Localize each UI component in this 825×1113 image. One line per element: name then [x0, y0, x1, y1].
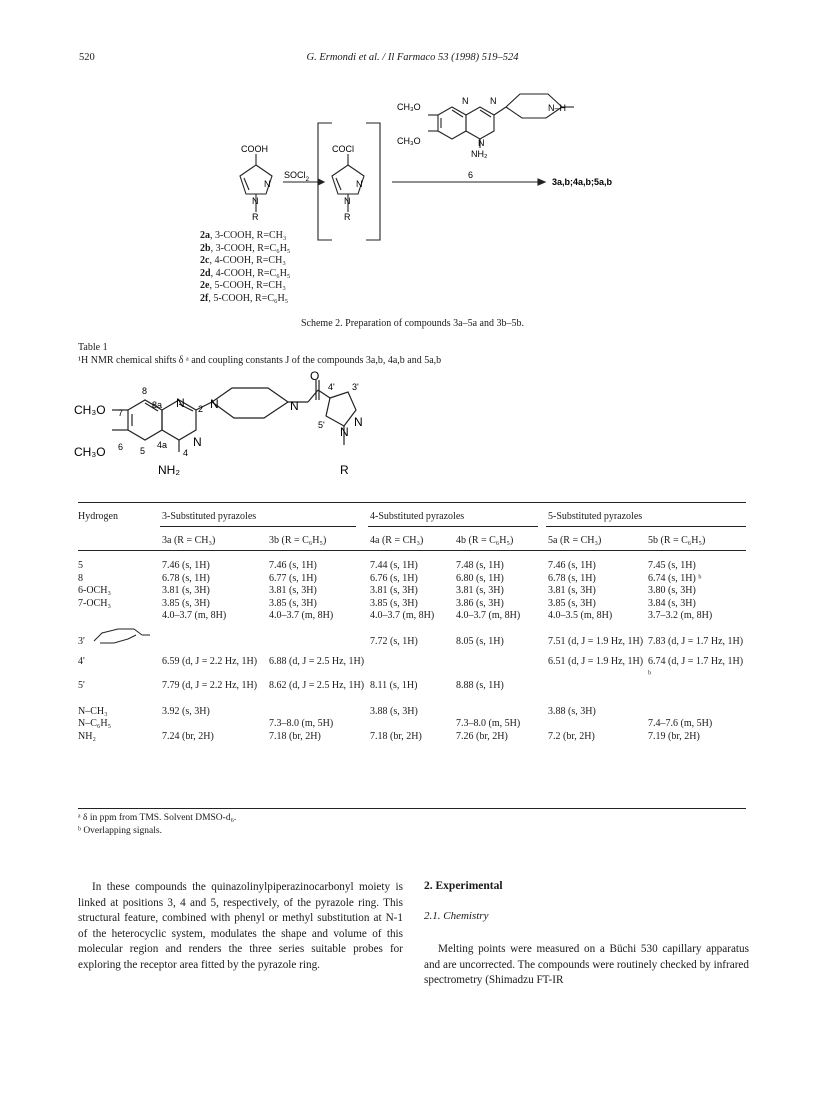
table-cell: 3.86 (s, 3H): [456, 597, 504, 609]
compound-list: [200, 230, 290, 306]
table-cell: 6.78 (s, 1H): [548, 572, 596, 584]
table-cell: 6.80 (s, 1H): [456, 572, 504, 584]
table-cell: 7.18 (br, 2H): [370, 731, 422, 742]
svg-text:N: N: [176, 396, 185, 410]
table-cell: 7.51 (d, J = 1.9 Hz, 1H): [548, 636, 644, 647]
table-cell: 7.24 (br, 2H): [162, 731, 214, 742]
body-paragraph-right: Melting points were measured on a Büchi 530 capillary apparatus and are uncorrected. The compounds were routinely checked by infrared spectrometry (Shimadzu FT-IR: [424, 943, 749, 987]
group-rule-5: [546, 526, 746, 527]
col-header-5b: 5b (R = C₆H₅): [648, 535, 706, 546]
bracket-right: [366, 123, 380, 240]
svg-text:8a: 8a: [152, 400, 163, 410]
body-paragraph-left: In these compounds the quinazolinylpiperazinocarbonyl moiety is linked at positions 3, 4 and 5, respectively, of the pyrazole ring. This structural feature, combined with phenyl or methyl substitution at N-1 of the heterocyclic system, modulates the shape and volume of this molecular region and renders the three series suitable probes for exploring the receptor area fitted by the pyrazole ring.: [78, 881, 403, 971]
cooh-label: COOH: [241, 144, 268, 154]
row-hydrogen-label: 7-OCH₃: [78, 597, 111, 609]
table-cell: 6.59 (d, J = 2.2 Hz, 1H): [162, 656, 258, 667]
table-cell: 7.4–7.6 (m, 5H): [648, 718, 713, 729]
ch3o-top-label: CH₃O: [74, 403, 106, 417]
compound-item: 2f, 5-COOH, R=C₆H₅: [200, 292, 289, 304]
col-header-hydrogen: Hydrogen: [78, 511, 118, 522]
table-cell: 3.85 (s, 3H): [269, 597, 317, 609]
table-cell: 7.2 (br, 2H): [548, 731, 595, 742]
section-title: 2. Experimental: [424, 880, 503, 892]
svg-text:3': 3': [352, 382, 359, 392]
table-cell: 7.46 (s, 1H): [548, 560, 596, 571]
table-cell: 3.88 (s, 3H): [370, 706, 418, 717]
svg-text:N: N: [490, 96, 497, 106]
col-header-3b: 3b (R = C₆H₅): [269, 535, 327, 546]
compound-item: 2e, 5-COOH, R=CH₃: [200, 280, 286, 292]
coci-label: COCl: [332, 144, 354, 154]
svg-text:N: N: [210, 397, 219, 411]
table-cell: 3.81 (s, 3H): [370, 585, 418, 596]
benzo-ring-top: [438, 107, 466, 139]
svg-text:7: 7: [118, 408, 124, 418]
ch3o-top-label: CH₃O: [397, 102, 421, 112]
svg-text:4a: 4a: [157, 440, 168, 450]
table-cell: 3.85 (s, 3H): [370, 597, 418, 609]
table-cell: 6.88 (d, J = 2.5 Hz, 1H): [269, 656, 365, 667]
ch3o-bottom-label: CH₃O: [74, 445, 106, 459]
svg-text:2: 2: [198, 404, 204, 414]
piperazine-ring-icon: [92, 623, 152, 647]
group-header-3: 3-Substituted pyrazoles: [162, 511, 257, 522]
row-hydrogen-label: N–C₆H₅: [78, 718, 112, 729]
socl2-label: SOCl$_2$: [284, 170, 310, 183]
table-cell: 7.46 (s, 1H): [269, 560, 317, 571]
table-cell: 3.88 (s, 3H): [548, 706, 596, 717]
group-header-4: 4-Substituted pyrazoles: [370, 511, 465, 522]
table-cell: 4.0–3.5 (m, 8H): [548, 610, 613, 621]
r-label: R: [340, 463, 349, 477]
svg-text:N: N: [340, 425, 349, 439]
col-header-3a: 3a (R = CH₃): [162, 535, 216, 546]
r-label-middle: R: [344, 212, 351, 222]
table-cell: 3.81 (s, 3H): [162, 585, 210, 596]
table-cell: 7.3–8.0 (m, 5H): [456, 718, 521, 729]
svg-text:N: N: [193, 435, 202, 449]
svg-text:5': 5': [318, 420, 325, 430]
compound-item: 2a, 3-COOH, R=CH₃: [200, 230, 287, 241]
nh2-label-scheme: NH₂: [471, 149, 488, 159]
table-cell: 7.19 (br, 2H): [648, 731, 700, 742]
table-structure-drawing: [0, 370, 825, 495]
row-hydrogen-label: 4': [78, 656, 85, 667]
svg-text:N: N: [344, 196, 351, 206]
col-header-4b: 4b (R = C₆H₅): [456, 535, 514, 546]
piperazine-ring: [212, 388, 288, 402]
carbonyl-o-label: O: [310, 370, 320, 383]
table-cell: 3.81 (s, 3H): [456, 585, 504, 596]
table-cell: 7.3–8.0 (m, 5H): [269, 718, 334, 729]
table-cell: 7.48 (s, 1H): [456, 560, 504, 571]
svg-text:4': 4': [328, 382, 335, 392]
row-hydrogen-label: 3': [78, 636, 85, 647]
table-cell: 3.85 (s, 3H): [548, 597, 596, 609]
table-cell: 7.18 (br, 2H): [269, 731, 321, 742]
svg-text:6: 6: [118, 442, 124, 452]
table-cell: 4.0–3.7 (m, 8H): [162, 610, 227, 621]
group-header-5: 5-Substituted pyrazoles: [548, 511, 643, 522]
n-h-label: N–H: [548, 103, 567, 113]
table-cell: 8.88 (s, 1H): [456, 680, 504, 691]
svg-text:N: N: [264, 179, 271, 189]
row-hydrogen-label: 8: [78, 572, 83, 584]
table-cell: 7.79 (d, J = 2.2 Hz, 1H): [162, 680, 258, 691]
table-top-rule: [78, 502, 746, 503]
svg-text:N: N: [462, 96, 469, 106]
running-head: G. Ermondi et al. / Il Farmaco 53 (1998) 519–524: [306, 52, 519, 63]
table-cell: 7.26 (br, 2H): [456, 731, 508, 742]
scheme-2-drawing: [0, 0, 825, 335]
table-cell: 8.62 (d, J = 2.5 Hz, 1H): [269, 680, 365, 691]
svg-text:N: N: [354, 415, 363, 429]
svg-text:N: N: [478, 138, 485, 148]
table-cell: 6.51 (d, J = 1.9 Hz, 1H): [548, 656, 644, 667]
row-hydrogen-label: N–CH₃: [78, 706, 108, 717]
table-cell: 6.78 (s, 1H): [162, 572, 210, 584]
table-cell: 3.81 (s, 3H): [269, 585, 317, 596]
table-cell: 6.77 (s, 1H): [269, 572, 317, 584]
row-hydrogen-label: 5': [78, 680, 85, 691]
compound-item: 2b, 3-COOH, R=C₆H₅: [200, 242, 291, 254]
col-header-4a: 4a (R = CH₃): [370, 535, 424, 546]
table-cell: 7.72 (s, 1H): [370, 636, 418, 647]
table-cell: 3.85 (s, 3H): [162, 597, 210, 609]
products-label: 3a,b;4a,b;5a,b: [552, 177, 613, 187]
table-cell: 4.0–3.7 (m, 8H): [456, 610, 521, 621]
pyrazole-n-left: N: [252, 196, 259, 206]
table-cell: 7.46 (s, 1H): [162, 560, 210, 571]
table-caption: ¹H NMR chemical shifts δ ᵃ and coupling constants J of the compounds 3a,b, 4a,b and 5a,b: [78, 355, 442, 366]
table-cell: 7.45 (s, 1H): [648, 560, 696, 571]
svg-text:N: N: [290, 399, 299, 413]
table-label: Table 1: [78, 342, 108, 353]
table-cell: 3.84 (s, 3H): [648, 597, 696, 609]
compound-item: 2c, 4-COOH, R=CH₃: [200, 255, 286, 267]
row-hydrogen-label: 6-OCH₃: [78, 585, 111, 596]
table-cell: 3.92 (s, 3H): [162, 706, 210, 717]
table-cell: 3.80 (s, 3H): [648, 585, 696, 596]
table-cell: 8.05 (s, 1H): [456, 636, 504, 647]
table-cell: 7.83 (d, J = 1.7 Hz, 1H): [648, 636, 744, 647]
row-hydrogen-label: 5: [78, 560, 83, 571]
table-cell: 6.74 (s, 1H) ᵇ: [648, 572, 702, 584]
scheme-caption: Scheme 2. Preparation of compounds 3a–5a and 3b–5b.: [300, 318, 524, 329]
table-cell: 3.7–3.2 (m, 8H): [648, 610, 713, 621]
table-cell: 4.0–3.7 (m, 8H): [269, 610, 334, 621]
table-cell: 6.74 (d, J = 1.7 Hz, 1H) ᵇ: [648, 656, 744, 680]
pyrimidine-ring-top: [466, 107, 494, 139]
table-cell: 6.76 (s, 1H): [370, 572, 418, 584]
nh2-label: NH₂: [158, 463, 180, 477]
pyrazole-ring: [326, 392, 356, 426]
r-label-left: R: [252, 212, 259, 222]
svg-text:5: 5: [140, 446, 146, 456]
svg-text:4: 4: [183, 448, 189, 458]
table-cell: 8.11 (s, 1H): [370, 680, 418, 691]
page-number: 520: [79, 52, 95, 63]
svg-text:8: 8: [142, 386, 148, 396]
compound-item: 2d, 4-COOH, R=C₆H₅: [200, 267, 291, 279]
col-header-5a: 5a (R = CH₃): [548, 535, 602, 546]
header-bottom-rule: [78, 550, 746, 551]
group-rule-3: [160, 526, 356, 527]
table-bottom-rule: [78, 808, 746, 809]
svg-text:N: N: [356, 179, 363, 189]
reagent-6-label: 6: [468, 170, 474, 180]
subsection-title: 2.1. Chemistry: [424, 910, 489, 922]
footnote-a: ᵃ δ in ppm from TMS. Solvent DMSO-d₆.: [78, 813, 237, 823]
group-rule-4: [368, 526, 538, 527]
table-cell: 7.44 (s, 1H): [370, 560, 418, 571]
footnote-b: ᵇ Overlapping signals.: [78, 826, 162, 836]
ch3o-bottom-label: CH₃O: [397, 136, 421, 146]
row-hydrogen-label: NH₂: [78, 731, 96, 742]
table-cell: 4.0–3.7 (m, 8H): [370, 610, 435, 621]
table-cell: 3.81 (s, 3H): [548, 585, 596, 596]
